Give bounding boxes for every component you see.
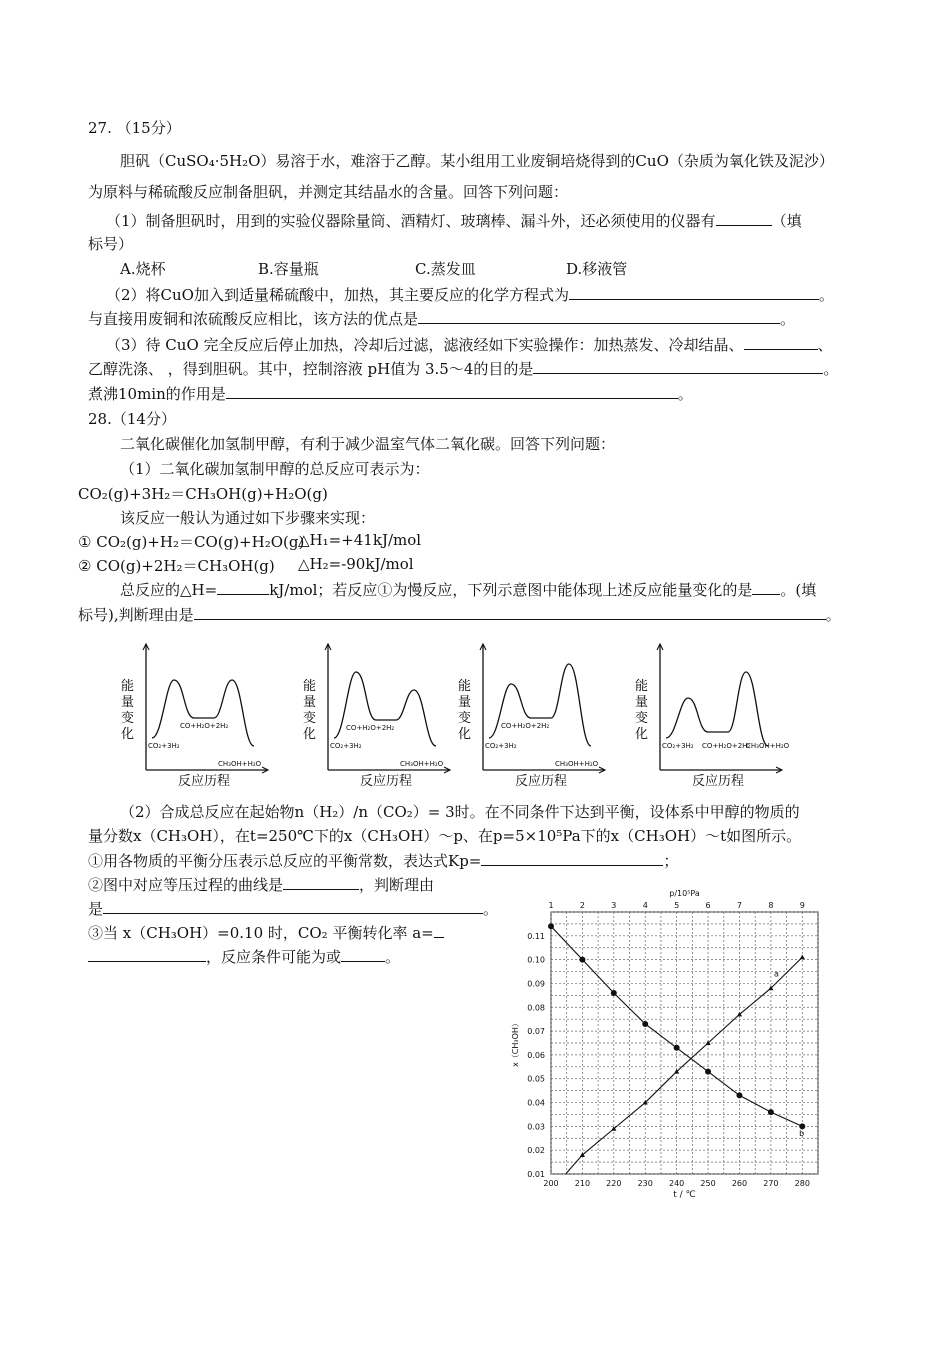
answer-blank-curve[interactable]: [283, 875, 359, 890]
y-label-char: 化: [121, 727, 135, 742]
answer-blank-28-diagram[interactable]: [752, 580, 780, 595]
point-b: [642, 1021, 648, 1027]
y-label-char: 变: [121, 711, 135, 726]
point-b: [674, 1045, 680, 1051]
q28-dh-question: [120, 579, 816, 600]
top-tick-label: 6: [705, 901, 711, 910]
x-label: 反应历程: [360, 774, 413, 789]
x-tick-label: 200: [543, 1179, 559, 1188]
q27-part3-cont: [88, 358, 838, 379]
label-end: CH₃OH+H₂O: [746, 742, 790, 750]
q27-part2-end: 。: [818, 286, 834, 304]
curve-reason-prompt: ，判断理由: [359, 876, 435, 894]
label-mid: CO+H₂O+2H₂: [346, 724, 395, 732]
answer-blank-conversion-start[interactable]: [434, 923, 444, 938]
energy-curve: [334, 672, 436, 746]
x-tick-label: 210: [574, 1179, 591, 1188]
q28-part2-line1: （2）合成总反应在起始物n（H₂）/n（CO₂）= 3时。在不同条件下达到平衡，设体系中甲醇的物质的: [120, 803, 800, 821]
q27-part3-ph-prompt: 乙醇洗涤、 ，得到胆矾。其中，控制溶液 pH值为 3.5～4的目的是: [88, 360, 534, 378]
point-b: [579, 957, 585, 963]
x-axis-label: t / ℃: [673, 1190, 696, 1200]
q28-intro: 二氧化碳催化加氢制甲醇，有利于减少温室气体二氧化碳。回答下列问题：: [120, 435, 616, 453]
curve-reason-is: 是: [88, 900, 104, 918]
point-b: [611, 990, 617, 996]
reason-end: 。: [825, 606, 841, 624]
conditions-prompt: ，反应条件可能为或: [206, 948, 342, 966]
x-tick-label: 220: [606, 1179, 622, 1188]
y-tick-label: 0.09: [527, 979, 545, 989]
q28-reason: [78, 604, 841, 625]
answer-blank-28-reason[interactable]: [194, 605, 826, 620]
q27-header: 27. （15分）: [88, 119, 181, 137]
label-start: CO₂+3H₂: [148, 742, 180, 750]
answer-blank-27-3[interactable]: [418, 309, 780, 324]
energy-diagram-svg: [300, 638, 456, 778]
top-tick-label: 8: [768, 901, 774, 910]
y-label-char: 变: [635, 711, 649, 726]
q28-part2-curve-reason: [88, 898, 498, 919]
series-label-b: b: [799, 1128, 805, 1138]
y-label-char: 量: [303, 695, 317, 710]
y-tick-label: 0.04: [527, 1098, 545, 1108]
y-label-char: 变: [458, 711, 472, 726]
q27-intro-line2: 为原料与稀硫酸反应制备胆矾，并测定其结晶水的含量。回答下列问题：: [88, 183, 569, 201]
y-label-char: 能: [635, 679, 649, 694]
x-tick-label: 270: [763, 1179, 779, 1188]
q27-intro-line1: 胆矾（CuSO₄·5H₂O）易溶于水，难溶于乙醇。某小组用工业废铜培烧得到的CuO（杂质为氧化铁及泥沙）: [120, 152, 834, 170]
label-mid: CO+H₂O+2H₂: [501, 722, 550, 730]
label-end: CH₃OH+H₂O: [400, 760, 444, 768]
answer-blank-28-dh[interactable]: [217, 580, 269, 595]
q27-part3-ph-end: 。: [823, 360, 839, 378]
label-start: CO₂+3H₂: [330, 742, 362, 750]
x-tick-label: 250: [700, 1179, 716, 1188]
y-tick-label: 0.06: [527, 1050, 545, 1060]
option-a: A.烧杯: [120, 260, 166, 278]
point-b: [548, 923, 554, 929]
q27-part3-sep: 、: [817, 336, 833, 354]
q28-part2-line2: 量分数x（CH₃OH），在t=250℃下的x（CH₃OH）～p、在p=5×10⁵Pa下的x（CH₃OH）～t如图所示。: [88, 827, 802, 845]
energy-curve: [489, 664, 591, 746]
y-tick-label: 0.10: [527, 955, 545, 965]
conversion-prompt: ③当 x（CH₃OH）=0.10 时，CO₂ 平衡转化率 a=: [88, 924, 434, 942]
q28-part1-intro: （1）二氧化碳加氢制甲醇的总反应可表示为：: [120, 460, 430, 478]
step1-equation: ① CO₂(g)+H₂＝CO(g)+H₂O(g): [78, 533, 305, 551]
point-a: [800, 955, 805, 960]
energy-diagram-svg: [632, 638, 788, 778]
x-label: 反应历程: [515, 774, 568, 789]
q28-part2-curve: [88, 874, 434, 895]
energy-diagram-3: [455, 638, 611, 789]
series-label-a: a: [774, 969, 779, 979]
axis-arrows: [657, 644, 782, 773]
top-tick-label: 5: [674, 901, 680, 910]
y-tick-label: 0.07: [527, 1027, 545, 1037]
top-tick-label: 2: [579, 901, 585, 910]
x-tick-label: 280: [794, 1179, 810, 1188]
y-label-char: 变: [303, 711, 317, 726]
option-c: C.蒸发皿: [415, 260, 476, 278]
option-b: B.容量瓶: [258, 260, 319, 278]
q27-part3-text: [106, 334, 833, 355]
axis-arrows: [480, 644, 605, 773]
answer-blank-27-5[interactable]: [533, 359, 823, 374]
energy-curve: [152, 680, 254, 746]
q27-part2-prompt: （2）将CuO加入到适量稀硫酸中，加热，其主要反应的化学方程式为: [106, 286, 569, 304]
energy-diagram-2: [300, 638, 456, 789]
dh-prompt-tail: 。(填: [780, 581, 817, 599]
label-mid: CO+H₂O+2H₂: [702, 742, 751, 750]
answer-blank-27-4[interactable]: [744, 335, 818, 350]
q27-part1-tail: （填: [771, 212, 802, 230]
y-label-char: 化: [635, 727, 649, 742]
q28-header: 28.（14分）: [88, 410, 176, 428]
top-tick-label: 7: [736, 901, 743, 910]
top-tick-label: 3: [611, 901, 617, 910]
y-tick-label: 0.03: [527, 1122, 545, 1132]
answer-blank-kp[interactable]: [481, 851, 663, 866]
q27-part1-text: [106, 210, 802, 231]
curve-prompt: ②图中对应等压过程的曲线是: [88, 876, 284, 894]
answer-blank-conditions[interactable]: [341, 947, 385, 962]
q27-part1-prompt: （1）制备胆矾时，用到的实验仪器除量筒、酒精灯、玻璃棒、漏斗外，还必须使用的仪器有: [106, 212, 716, 230]
point-b: [736, 1092, 742, 1098]
top-tick-label: 9: [799, 901, 805, 910]
top-tick-label: 4: [642, 901, 648, 910]
y-label-char: 化: [303, 727, 317, 742]
y-label-char: 化: [458, 727, 472, 742]
step1-enthalpy: △H₁=+41kJ/mol: [298, 531, 422, 549]
y-label-char: 量: [121, 695, 135, 710]
label-end: CH₃OH+H₂O: [218, 760, 262, 768]
point-b: [705, 1069, 711, 1075]
q27-part2-advantage-end: 。: [780, 310, 796, 328]
answer-blank-curve-reason[interactable]: [103, 899, 483, 914]
curve-reason-end: 。: [483, 900, 499, 918]
y-label-char: 能: [458, 679, 472, 694]
dh-prompt-cont: kJ/mol；若反应①为慢反应，下列示意图中能体现上述反应能量变化的是: [269, 581, 753, 599]
option-d: D.移液管: [566, 260, 628, 278]
total-equation: CO₂(g)+3H₂＝CH₃OH(g)+H₂O(g): [78, 485, 328, 503]
conditions-end: 。: [385, 948, 401, 966]
answer-blank-27-6[interactable]: [226, 384, 678, 399]
energy-axes: [660, 644, 782, 770]
y-tick-label: 0.02: [527, 1146, 545, 1156]
y-tick-label: 0.01: [527, 1170, 545, 1179]
energy-axes: [328, 644, 450, 770]
label-end: CH₃OH+H₂O: [555, 760, 599, 768]
q27-part3-boil: [88, 383, 693, 404]
answer-blank-27-1[interactable]: [716, 211, 772, 226]
x-tick-label: 240: [669, 1179, 685, 1188]
energy-curve: [666, 672, 768, 746]
x-tick-label: 260: [731, 1179, 748, 1188]
y-label-char: 能: [121, 679, 135, 694]
reason-prompt: 标号),判断理由是: [78, 606, 194, 624]
chart-x-ch3oh: [510, 882, 840, 1200]
y-tick-label: 0.05: [527, 1074, 545, 1084]
q27-part2-cont: [88, 308, 795, 329]
step2-equation: ② CO(g)+2H₂＝CH₃OH(g): [78, 557, 275, 575]
label-mid: CO+H₂O+2H₂: [180, 722, 229, 730]
q27-part3-boil-end: 。: [677, 385, 693, 403]
y-label-char: 量: [635, 695, 649, 710]
y-label-char: 能: [303, 679, 317, 694]
q28-part2-conditions: [88, 946, 400, 967]
label-start: CO₂+3H₂: [485, 742, 517, 750]
point-b: [768, 1109, 774, 1115]
q28-part2-kp: [88, 850, 678, 871]
axis-arrows: [143, 644, 268, 773]
energy-diagram-4: [632, 638, 790, 789]
label-start: CO₂+3H₂: [662, 742, 694, 750]
y-label-char: 量: [458, 695, 472, 710]
step2-enthalpy: △H₂=-90kJ/mol: [298, 555, 414, 573]
y-tick-label: 0.08: [527, 1003, 545, 1013]
kp-prompt: ①用各物质的平衡分压表示总反应的平衡常数，表达式Kp=: [88, 852, 482, 870]
q28-part2-conversion: [88, 922, 444, 943]
q27-part2-text: [106, 284, 834, 305]
top-axis-label: p/10⁵Pa: [669, 889, 700, 898]
kp-end: ；: [663, 852, 679, 870]
q27-part1-cont: 标号）: [88, 235, 134, 253]
energy-diagram-svg: [455, 638, 611, 778]
answer-blank-27-2[interactable]: [569, 285, 819, 300]
y-tick-label: 0.11: [527, 931, 545, 941]
steps-intro: 该反应一般认为通过如下步骤来实现：: [120, 509, 376, 527]
dh-prompt: 总反应的△H=: [120, 581, 218, 599]
x-label: 反应历程: [178, 774, 231, 789]
x-label: 反应历程: [692, 774, 745, 789]
energy-diagram-svg: [118, 638, 274, 778]
y-axis-label: x（CH₃OH）: [511, 1019, 520, 1067]
x-tick-label: 230: [637, 1179, 653, 1188]
q27-part2-advantage-prompt: 与直接用废铜和浓硫酸反应相比，该方法的优点是: [88, 310, 419, 328]
axis-arrows: [325, 644, 450, 773]
top-tick-label: 1: [548, 901, 554, 910]
answer-blank-conversion[interactable]: [88, 947, 206, 962]
energy-diagram-1: [118, 638, 274, 789]
q27-part3-prompt: （3）待 CuO 完全反应后停止加热，冷却后过滤，滤液经如下实验操作：加热蒸发、冷却结晶、: [106, 336, 744, 354]
q27-part3-boil-prompt: 煮沸10min的作用是: [88, 385, 226, 403]
